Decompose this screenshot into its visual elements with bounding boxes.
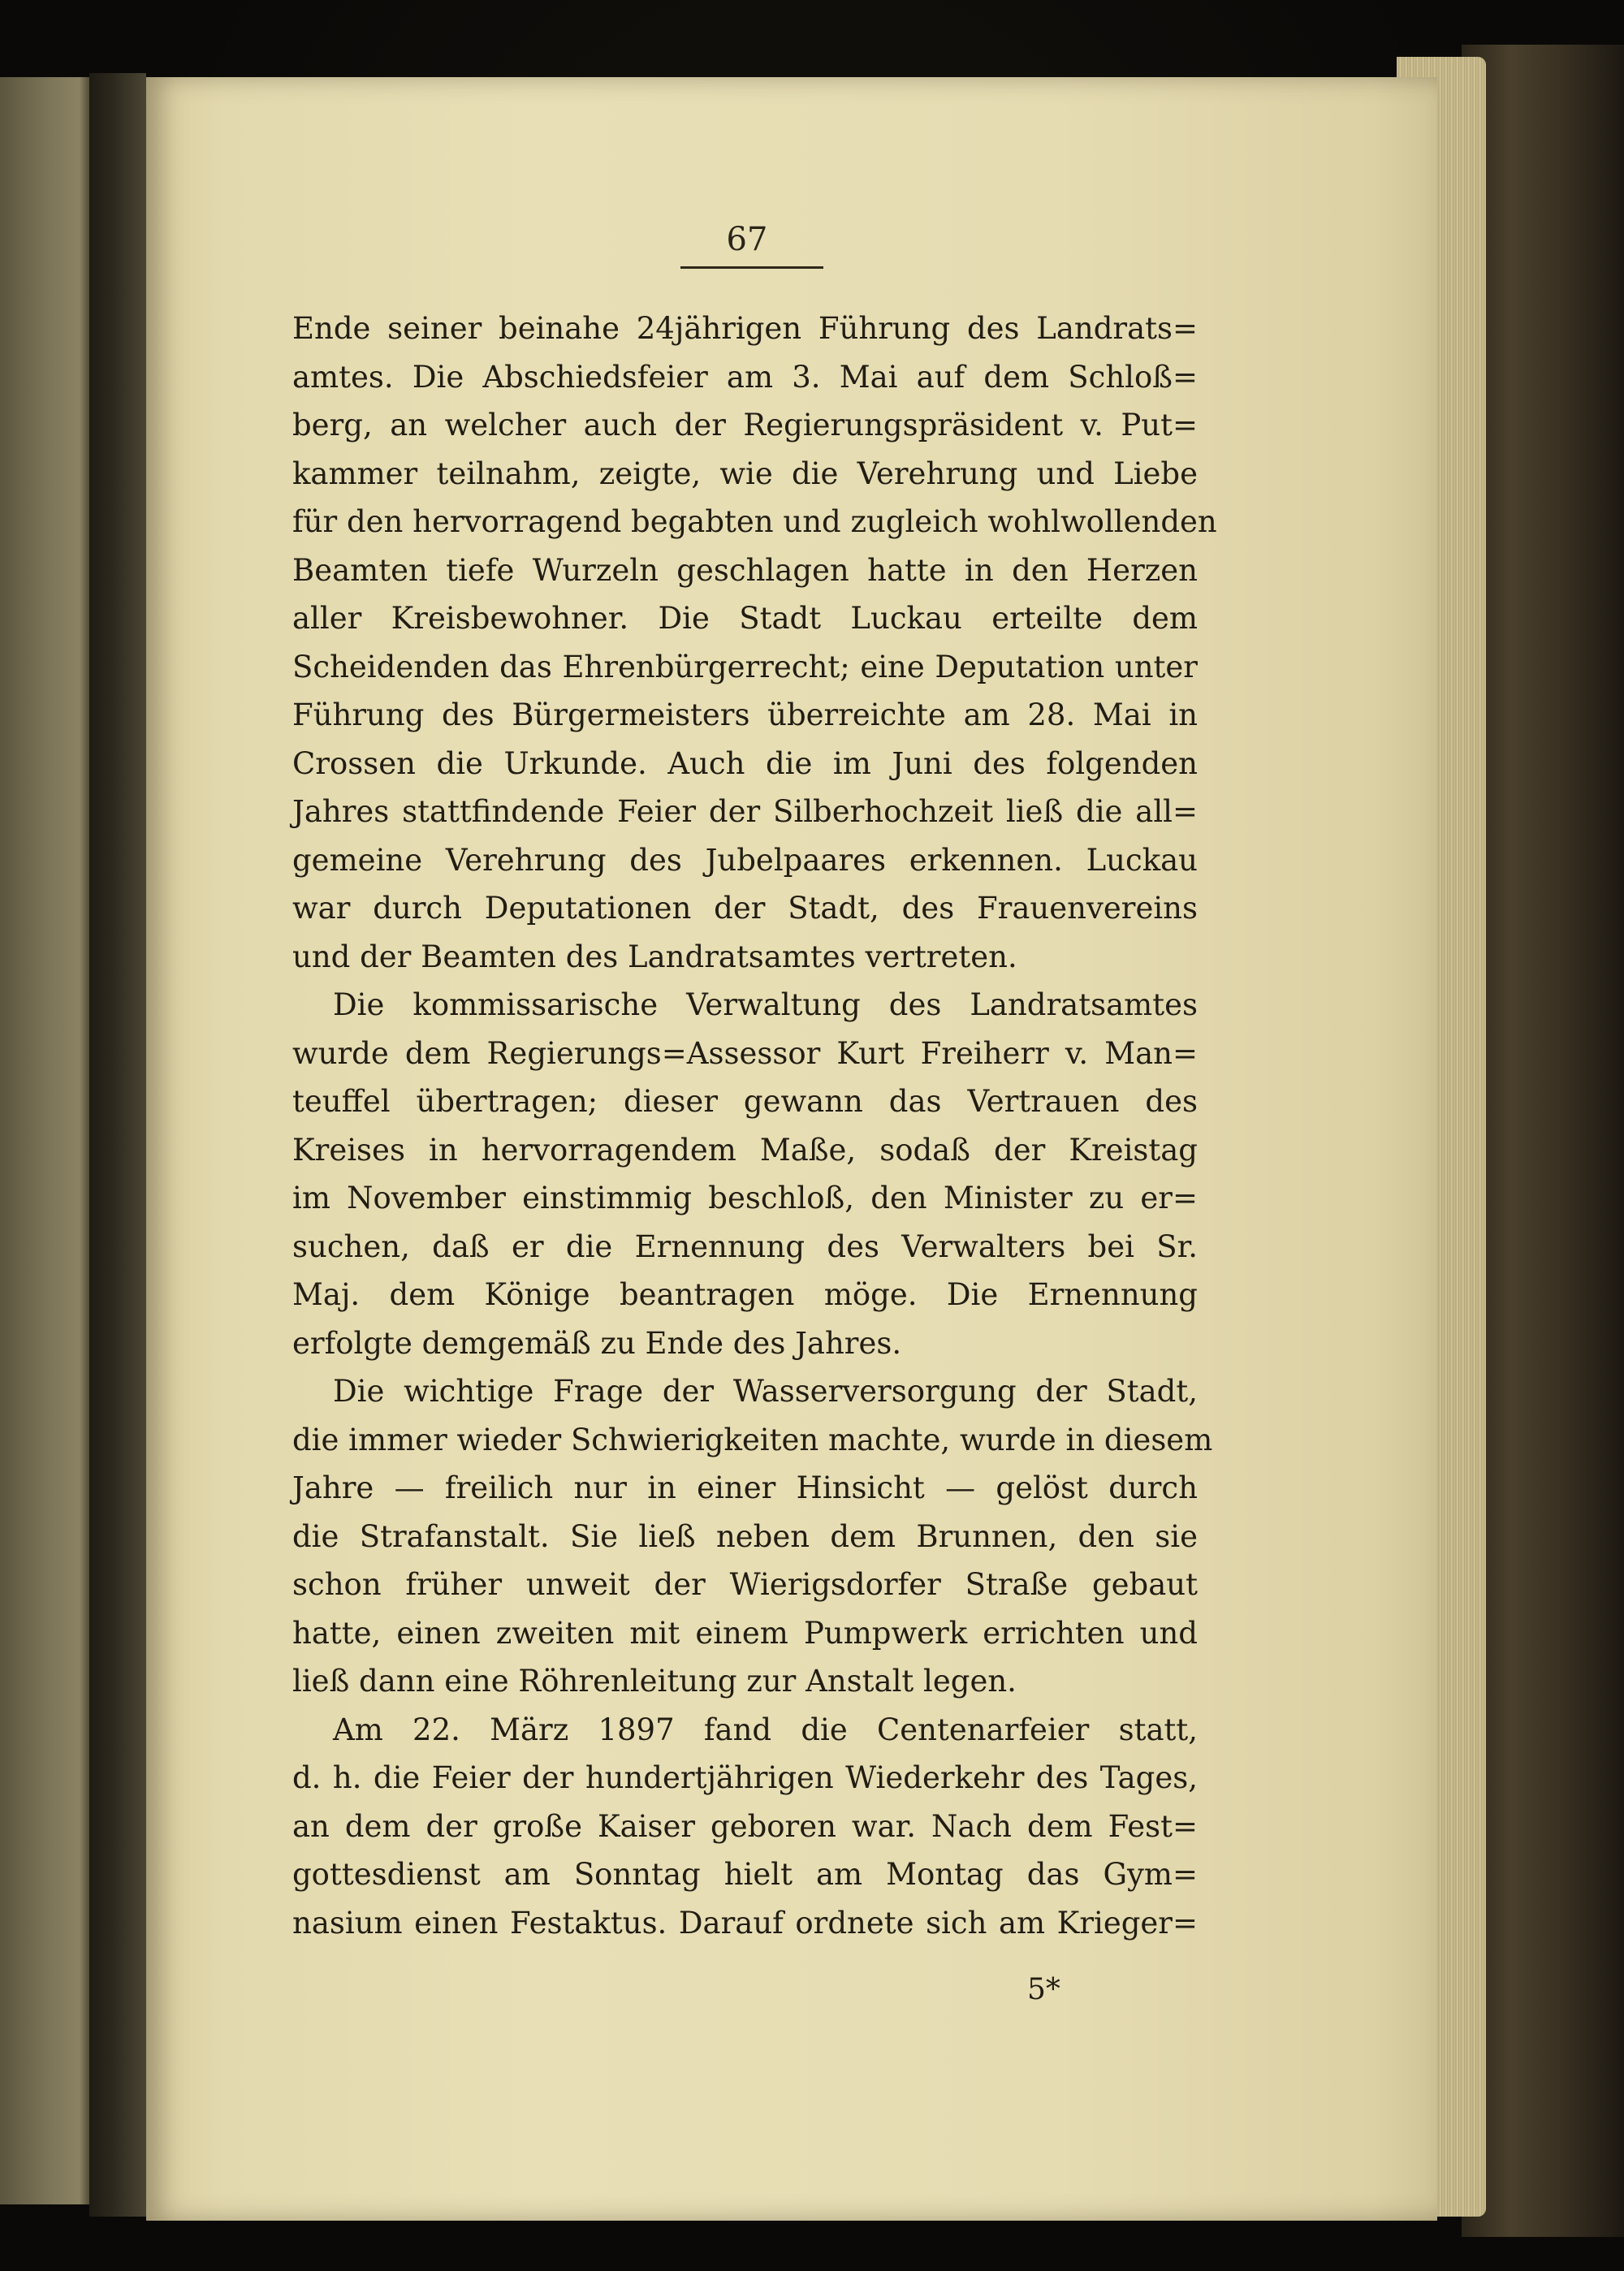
text-line: für den hervorragend begabten und zugleich wohlwollenden	[292, 504, 1217, 539]
text-line: und der Beamten des Landratsamtes vertreten.	[292, 939, 1017, 974]
text-line: Kreises in hervorragendem Maße, sodaß der Kreistag	[292, 1132, 1198, 1168]
text-line: berg, an welcher auch der Regierungspräsident v. Put=	[292, 408, 1198, 443]
text-line: Die kommissarische Verwaltung des Landratsamtes	[333, 987, 1198, 1022]
text-line: teuffel übertragen; dieser gewann das Vertrauen des	[292, 1084, 1198, 1119]
signature-mark: 5*	[1027, 1973, 1060, 2006]
text-line: Führung des Bürgermeisters überreichte am 28. Mai in	[292, 697, 1198, 732]
text-line: aller Kreisbewohner. Die Stadt Luckau erteilte dem	[292, 601, 1198, 636]
book-cover-edge	[1462, 45, 1624, 2237]
text-line: Jahres stattfindende Feier der Silberhochzeit ließ die all=	[292, 794, 1198, 829]
text-line: d. h. die Feier der hundertjährigen Wiederkehr des Tages,	[292, 1760, 1198, 1795]
text-line: amtes. Die Abschiedsfeier am 3. Mai auf dem Schloß=	[292, 359, 1198, 395]
text-line: gemeine Verehrung des Jubelpaares erkennen. Luckau	[292, 842, 1198, 878]
text-line: die Strafanstalt. Sie ließ neben dem Brunnen, den sie	[292, 1518, 1198, 1554]
text-line: wurde dem Regierungs=Assessor Kurt Freiherr v. Man=	[292, 1035, 1198, 1071]
text-line: Am 22. März 1897 fand die Centenarfeier statt,	[333, 1712, 1198, 1747]
header-rule	[680, 266, 823, 269]
text-line: hatte, einen zweiten mit einem Pumpwerk errichten und	[292, 1615, 1198, 1651]
text-line: kammer teilnahm, zeigte, wie die Verehrung und Liebe	[292, 455, 1198, 491]
text-line: erfolgte demgemäß zu Ende des Jahres.	[292, 1325, 902, 1361]
body-text	[292, 304, 1217, 1947]
text-line: die immer wieder Schwierigkeiten machte, wurde in diesem	[292, 1422, 1213, 1457]
text-line: Scheidenden das Ehrenbürgerrecht; eine Deputation unter	[292, 649, 1198, 684]
text-line: an dem der große Kaiser geboren war. Nach dem Fest=	[292, 1808, 1198, 1844]
text-line: Crossen die Urkunde. Auch die im Juni des folgenden	[292, 745, 1198, 781]
text-line: nasium einen Festaktus. Darauf ordnete sich am Krieger=	[292, 1905, 1198, 1941]
text-line: Jahre — freilich nur in einer Hinsicht — gelöst durch	[292, 1470, 1198, 1505]
text-line: suchen, daß er die Ernennung des Verwalters bei Sr.	[292, 1228, 1198, 1264]
text-line: schon früher unweit der Wierigsdorfer Straße gebaut	[292, 1567, 1198, 1602]
page-number: 67	[726, 221, 768, 258]
text-line: Die wichtige Frage der Wasserversorgung der Stadt,	[333, 1374, 1198, 1409]
text-line: Ende seiner beinahe 24jährigen Führung des Landrats=	[292, 311, 1198, 346]
left-page-edge	[0, 77, 93, 2204]
text-line: Beamten tiefe Wurzeln geschlagen hatte in den Herzen	[292, 552, 1198, 588]
text-line: gottesdienst am Sonntag hielt am Montag das Gym=	[292, 1857, 1198, 1892]
text-line: im November einstimmig beschloß, den Minister zu er=	[292, 1181, 1198, 1215]
text-line: war durch Deputationen der Stadt, des Frauenvereins	[292, 891, 1198, 926]
book-gutter	[89, 73, 146, 2217]
text-line: ließ dann eine Röhrenleitung zur Anstalt legen.	[292, 1664, 1017, 1699]
text-line: Maj. dem Könige beantragen möge. Die Ernennung	[292, 1277, 1198, 1312]
